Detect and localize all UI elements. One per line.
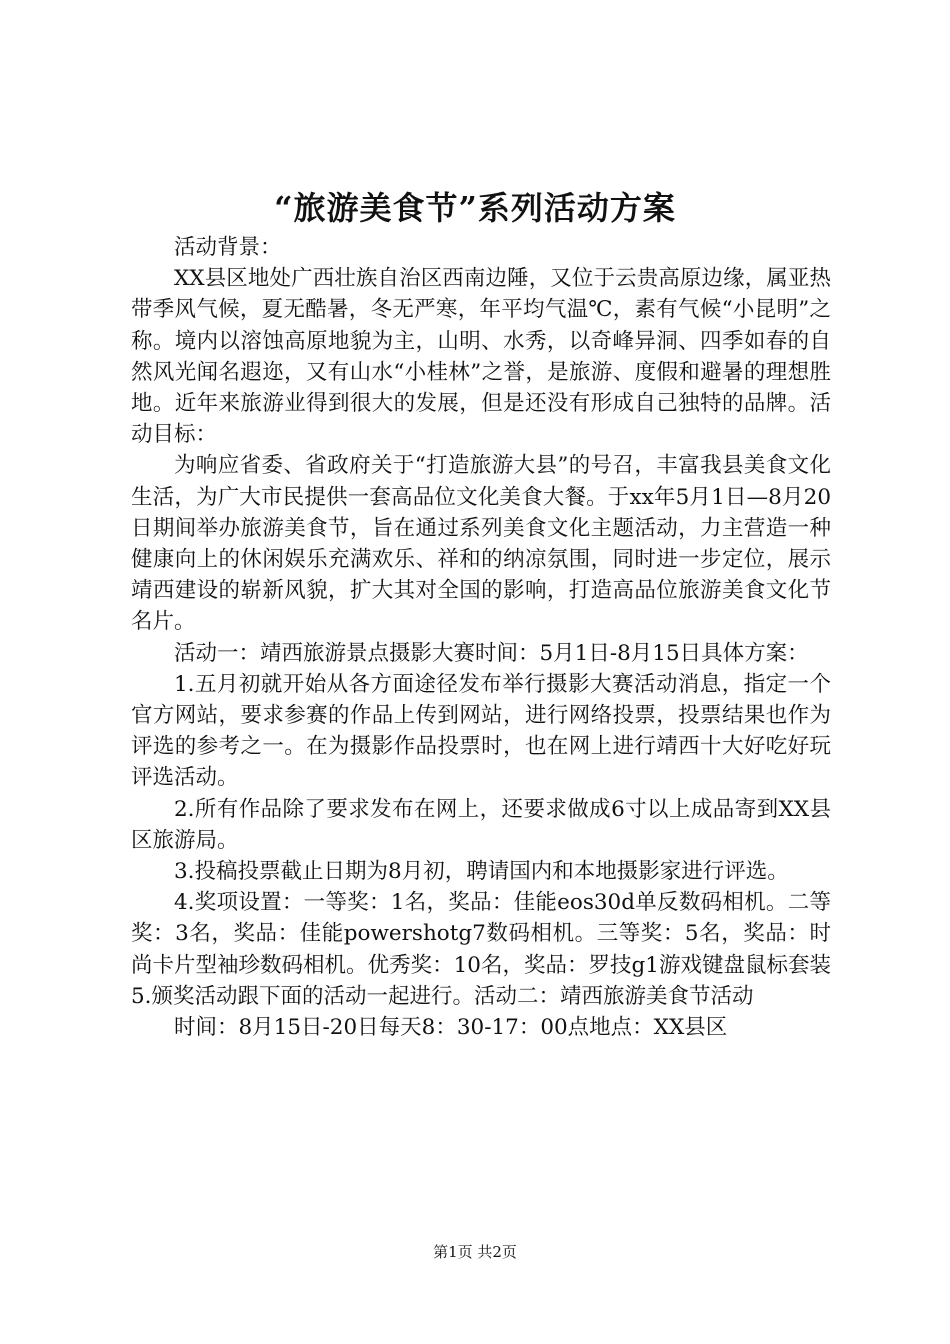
paragraph-goal: 为响应省委、省政府关于“打造旅游大县”的号召，丰富我县美食文化生活，为广大市民提供一套高品位文化美食大餐。于xx年5月1日—8月20日期间举办旅游美食节，旨在通过系列美食文化主题活动，力主营造一种健康向上的休闲娱乐充满欢乐、祥和的纳凉氛围，同时进一步定位，展示靖西建设的崭新风貌，扩大其对全国的影响，打造高品位旅游美食文化节名片。 xyxy=(131,453,831,635)
paragraph-background: XX县区地处广西壮族自治区西南边陲，又位于云贵高原边缘，属亚热带季风气候，夏无酷暑，冬无严寒，年平均气温℃，素有气候“小昆明”之称。境内以溶蚀高原地貌为主，山明、水秀，以奇峰异洞、四季如春的自然风光闻名遐迩，又有山水“小桂林”之誉，是旅游、度假和避暑的理想胜地。近年来旅游业得到很大的发展，但是还没有形成自己独特的品牌。活动目标： xyxy=(131,266,831,448)
document-body xyxy=(131,232,831,1043)
paragraph-item-3: 3.投稿投票截止日期为8月初，聘请国内和本地摄影家进行评选。 xyxy=(174,859,789,885)
paragraph-item-4: 4.奖项设置：一等奖：1名，奖品：佳能eos30d单反数码相机。二等奖：3名，奖品：佳能powershotg7数码相机。三等奖：5名，奖品：时尚卡片型袖珍数码相机。优秀奖：10名，奖品：罗技g1游戏键盘鼠标套装5.颁奖活动跟下面的活动一起进行。活动二：靖西旅游美食节活动 xyxy=(131,890,831,1009)
paragraph-time-location: 时间：8月15日-20日每天8：30-17：00点地点：XX县区 xyxy=(174,1015,728,1041)
paragraph-item-2: 2.所有作品除了要求发布在网上，还要求做成6寸以上成品寄到XX县区旅游局。 xyxy=(131,796,831,853)
paragraph-item-1: 1.五月初就开始从各方面途径发布举行摄影大赛活动消息，指定一个官方网站，要求参赛的作品上传到网站，进行网络投票，投票结果也作为评选的参考之一。在为摄影作品投票时，也在网上进行靖西十大好吃好玩评选活动。 xyxy=(131,671,831,791)
document-title: “旅游美食节”系列活动方案 xyxy=(274,189,676,227)
paragraph-background-heading: 活动背景： xyxy=(174,235,282,260)
page-number: 第1页 xyxy=(433,1243,473,1261)
page-total: 共2页 xyxy=(477,1243,517,1261)
paragraph-activity-one: 活动一：靖西旅游景点摄影大赛时间：5月1日-8月15日具体方案： xyxy=(174,640,809,666)
page-footer xyxy=(0,1242,950,1262)
